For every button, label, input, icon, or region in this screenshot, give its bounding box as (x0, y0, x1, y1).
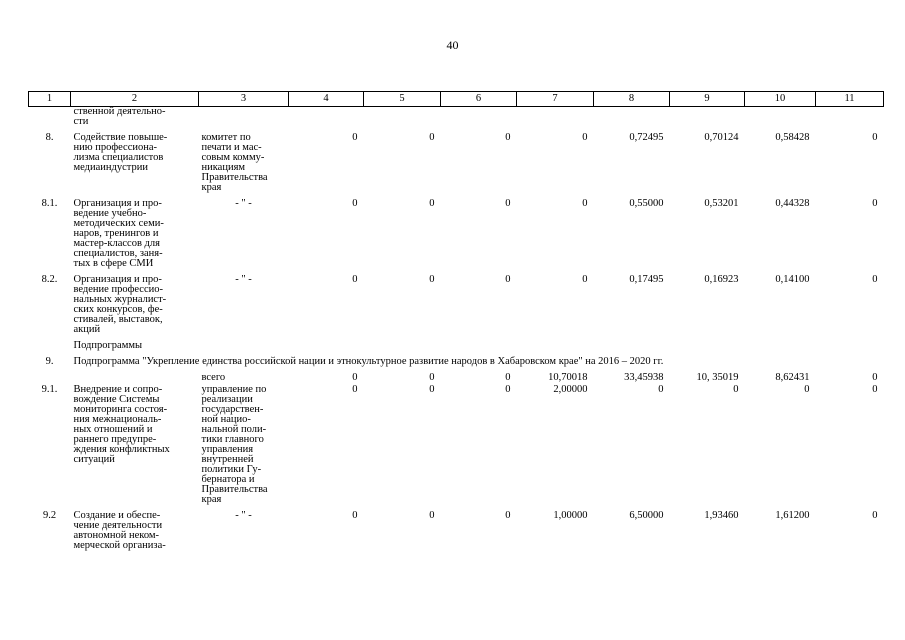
value-cell: 6,50000 (629, 510, 664, 521)
value-cell: 0 (505, 132, 511, 143)
row-name: Создание и обеспе- чение деятельности автономной неком- мерческой организа- (73, 510, 166, 551)
value-cell: 0 (352, 384, 358, 395)
table-row (29, 199, 884, 269)
value-cell: 0 (582, 198, 588, 209)
value-cell: 0,17495 (629, 274, 664, 285)
row-executor: - " - (235, 198, 252, 209)
header-cell: 4 (289, 92, 364, 107)
row-number: 8. (45, 132, 54, 143)
page-number: 40 (446, 38, 459, 52)
value-cell: 0 (352, 274, 358, 285)
row-number: 9. (45, 356, 54, 367)
row-executor: - " - (235, 510, 252, 521)
value-cell: 0 (505, 384, 511, 395)
total-row (29, 373, 884, 383)
value-cell: 10,70018 (548, 372, 588, 383)
row-number: 8.2. (41, 274, 58, 285)
value-cell: 0,72495 (629, 132, 664, 143)
table-row (29, 511, 884, 551)
header-cell: 9 (670, 92, 745, 107)
header-cell: 6 (441, 92, 517, 107)
subprograms-row (29, 341, 884, 351)
row-number: 8.1. (41, 198, 58, 209)
value-cell: 0 (352, 198, 358, 209)
value-cell: 0 (505, 372, 511, 383)
value-cell: 0 (429, 198, 435, 209)
value-cell: 0 (733, 384, 739, 395)
value-cell: 0 (872, 132, 878, 143)
continuation-row (29, 107, 884, 128)
subprograms-label: Подпрограммы (73, 340, 143, 351)
value-cell: 10, 35019 (696, 372, 739, 383)
value-cell: 1,93460 (704, 510, 739, 521)
value-cell: 0,58428 (775, 132, 810, 143)
table-row (29, 133, 884, 193)
header-cell: 3 (199, 92, 289, 107)
subprogram-title: Подпрограмма "Укрепление единства российской нации и этнокультурное развитие народов в Хабаровском крае" на 2016 – 2020 гг. (73, 356, 664, 367)
value-cell: 0 (872, 372, 878, 383)
value-cell: 8,62431 (775, 372, 810, 383)
value-cell: 0 (429, 384, 435, 395)
continuation-text: ственной деятельно- сти (73, 106, 166, 127)
value-cell: 0,55000 (629, 198, 664, 209)
value-cell: 0,70124 (704, 132, 739, 143)
header-cell: 5 (364, 92, 441, 107)
value-cell: 0 (658, 384, 664, 395)
header-cell: 8 (594, 92, 670, 107)
value-cell: 0,44328 (775, 198, 810, 209)
value-cell: 0 (352, 510, 358, 521)
value-cell: 0 (804, 384, 810, 395)
value-cell: 0 (872, 384, 878, 395)
table-row (29, 385, 884, 505)
value-cell: 0 (505, 510, 511, 521)
header-cell: 7 (517, 92, 594, 107)
header-cell: 1 (29, 92, 71, 107)
value-cell: 0 (429, 274, 435, 285)
header-cell: 2 (71, 92, 199, 107)
value-cell: 1,61200 (775, 510, 810, 521)
value-cell: 0 (429, 510, 435, 521)
value-cell: 0 (872, 510, 878, 521)
row-name: Содействие повыше- нию профессиона- лизма специалистов медиаиндустрии (73, 132, 168, 173)
header-row (29, 92, 884, 107)
row-executor: - " - (235, 274, 252, 285)
row-executor: комитет по печати и мас- совым комму- никациям Правительства края (201, 132, 268, 193)
value-cell: 0 (872, 274, 878, 285)
value-cell: 0 (582, 274, 588, 285)
table-row (29, 275, 884, 335)
value-cell: 0,53201 (704, 198, 739, 209)
row-number: 9.2 (42, 510, 57, 521)
row-executor: управление по реализации государствен- ной нацио- нальной поли- тики главного управления внутренней политики Гу- бернатора и Правительства края (201, 384, 268, 505)
value-cell: 0 (872, 198, 878, 209)
subprogram-row (29, 357, 884, 367)
row-name: Внедрение и сопро- вождение Системы мониторинга состоя- ния межнациональ- ных отношений и раннего предупре- ждения конфликтных ситуаций (73, 384, 170, 465)
value-cell: 0 (429, 132, 435, 143)
value-cell: 0 (352, 132, 358, 143)
total-label: всего (201, 372, 226, 383)
budget-table (28, 91, 884, 551)
row-name: Организация и про- ведение учебно- методических семи- наров, тренингов и мастер-классов для специалистов, заня- тых в сфере СМИ (73, 198, 164, 269)
value-cell: 1,00000 (553, 510, 588, 521)
value-cell: 0 (352, 372, 358, 383)
value-cell: 0,16923 (704, 274, 739, 285)
value-cell: 33,45938 (624, 372, 664, 383)
row-number: 9.1. (41, 384, 58, 395)
value-cell: 0 (505, 198, 511, 209)
header-cell: 10 (745, 92, 816, 107)
header-cell: 11 (816, 92, 884, 107)
value-cell: 2,00000 (553, 384, 588, 395)
value-cell: 0 (429, 372, 435, 383)
value-cell: 0,14100 (775, 274, 810, 285)
value-cell: 0 (505, 274, 511, 285)
row-name: Организация и про- ведение профессио- нальных журналист- ских конкурсов, фе- стивалей, выставок, акций (73, 274, 167, 335)
value-cell: 0 (582, 132, 588, 143)
